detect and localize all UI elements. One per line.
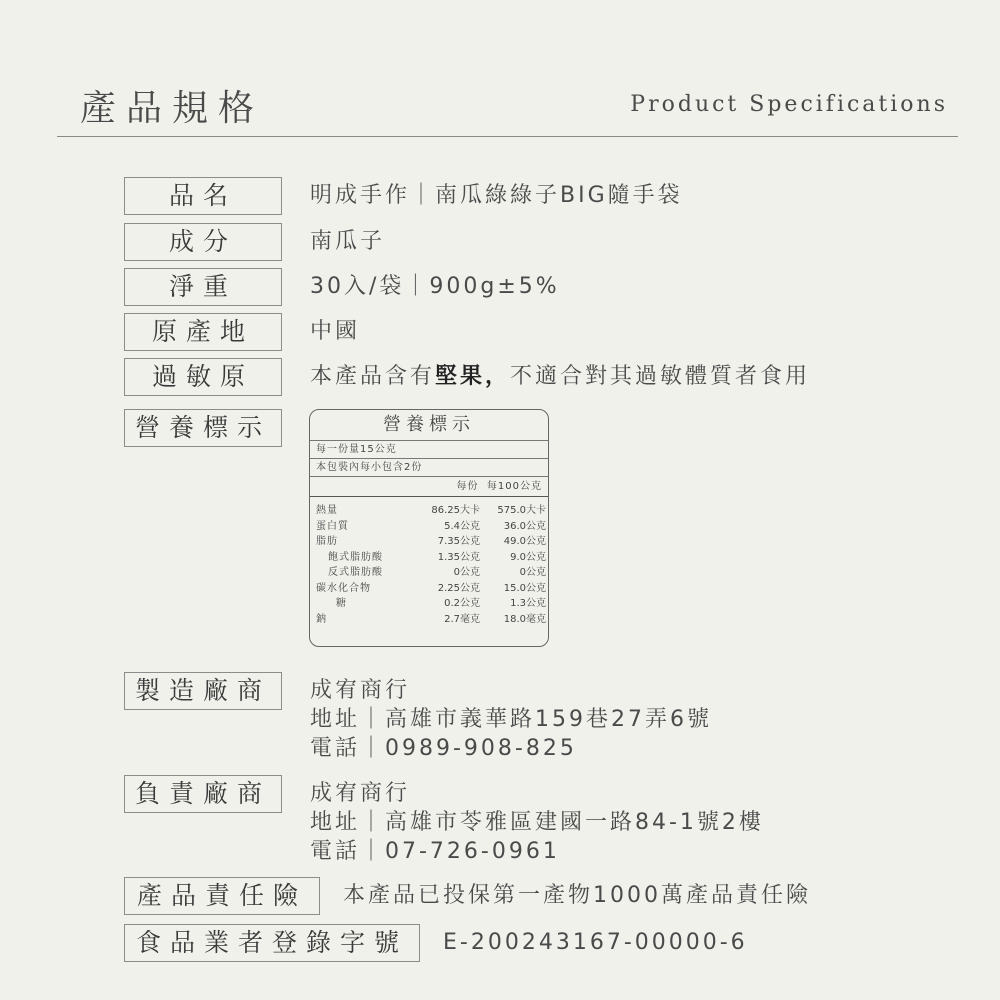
- insurance-value: 本產品已投保第一產物1000萬產品責任險: [343, 883, 811, 908]
- per-100g: 49.0公克: [503, 536, 546, 547]
- nutrient-name: 脂肪: [316, 536, 338, 547]
- responsible-label: 負責廠商: [124, 775, 282, 813]
- nutrition-table: [309, 409, 549, 647]
- per-100g: 575.0大卡: [497, 505, 546, 516]
- product-name-value: 明成手作｜南瓜綠綠子BIG隨手袋: [310, 183, 683, 208]
- per-serving: 5.4公克: [444, 520, 480, 532]
- manufacturer-address: 地址｜高雄市義華路159巷27弄6號: [310, 707, 712, 732]
- insurance-label: 產品責任險: [124, 877, 320, 915]
- per-serving: 2.7毫克: [444, 613, 480, 625]
- nutrition-rows: [310, 497, 548, 627]
- per-serving: 1.35公克: [437, 551, 480, 563]
- serving-size: 每一份量15公克: [310, 441, 548, 459]
- per-serving: 2.25公克: [437, 582, 480, 594]
- responsible-address: 地址｜高雄市苓雅區建國一路84-1號2樓: [310, 810, 764, 835]
- nutrition-row: [310, 565, 548, 581]
- per-100g: 1.3公克: [510, 598, 546, 609]
- per-serving: 86.25大卡: [431, 505, 480, 516]
- allergen-value: [310, 362, 810, 392]
- servings-per-package: 本包裝內每小包含2份: [310, 459, 548, 477]
- header-divider: [57, 136, 958, 137]
- nutrition-row: [310, 596, 548, 612]
- per-100g: 15.0公克: [503, 582, 546, 594]
- nutrient-name: 糖: [336, 598, 347, 609]
- nutrient-name: 鈉: [316, 613, 327, 625]
- origin-value: 中國: [310, 319, 361, 344]
- nutrition-row: [310, 503, 548, 519]
- registration-label: 食品業者登錄字號: [124, 924, 420, 962]
- allergen-bold: 堅果，: [435, 364, 511, 389]
- manufacturer-phone: 電話｜0989-908-825: [310, 736, 577, 761]
- allergen-label: 過敏原: [124, 358, 282, 396]
- nutrition-title: 營養標示: [310, 410, 548, 441]
- per-100g: 36.0公克: [503, 520, 546, 532]
- ingredients-value: 南瓜子: [310, 229, 386, 254]
- product-name-label: 品名: [124, 177, 282, 215]
- nutrient-name: 熱量: [316, 505, 338, 516]
- nutrition-row: [310, 519, 548, 535]
- net-weight-label: 淨重: [124, 268, 282, 306]
- responsible-phone: 電話｜07-726-0961: [310, 839, 560, 864]
- per-serving: 0公克: [453, 567, 480, 578]
- nutrition-column-header: 每份 每100公克: [310, 477, 548, 497]
- per-100g: 18.0毫克: [503, 613, 546, 625]
- nutrient-name: 反式脂肪酸: [328, 567, 383, 578]
- manufacturer-label: 製造廠商: [124, 672, 282, 710]
- origin-label: 原產地: [124, 313, 282, 351]
- manufacturer-name: 成宥商行: [310, 678, 411, 703]
- nutrition-section-label: 營養標示: [124, 409, 282, 447]
- per-100g: 0公克: [519, 567, 546, 578]
- nutrition-row: [310, 581, 548, 597]
- nutrition-row: [310, 534, 548, 550]
- nutrient-name: 碳水化合物: [316, 582, 371, 594]
- registration-value: E-200243167-00000-6: [443, 930, 748, 955]
- allergen-suffix: 不適合對其過敏體質者食用: [510, 364, 811, 389]
- nutrient-name: 蛋白質: [316, 520, 349, 532]
- net-weight-value: 30入/袋｜900g±5%: [310, 274, 560, 299]
- per-100g: 9.0公克: [510, 551, 546, 563]
- page-subtitle: Product Specifications: [630, 92, 948, 117]
- nutrient-name: 飽式脂肪酸: [328, 551, 383, 563]
- allergen-prefix: 本產品含有: [310, 364, 436, 389]
- responsible-name: 成宥商行: [310, 781, 411, 806]
- nutrition-row: [310, 612, 548, 628]
- page-title: 產品規格: [80, 88, 265, 129]
- ingredients-label: 成分: [124, 223, 282, 261]
- per-serving: 0.2公克: [444, 598, 480, 609]
- per-serving: 7.35公克: [437, 536, 480, 547]
- nutrition-row: [310, 550, 548, 566]
